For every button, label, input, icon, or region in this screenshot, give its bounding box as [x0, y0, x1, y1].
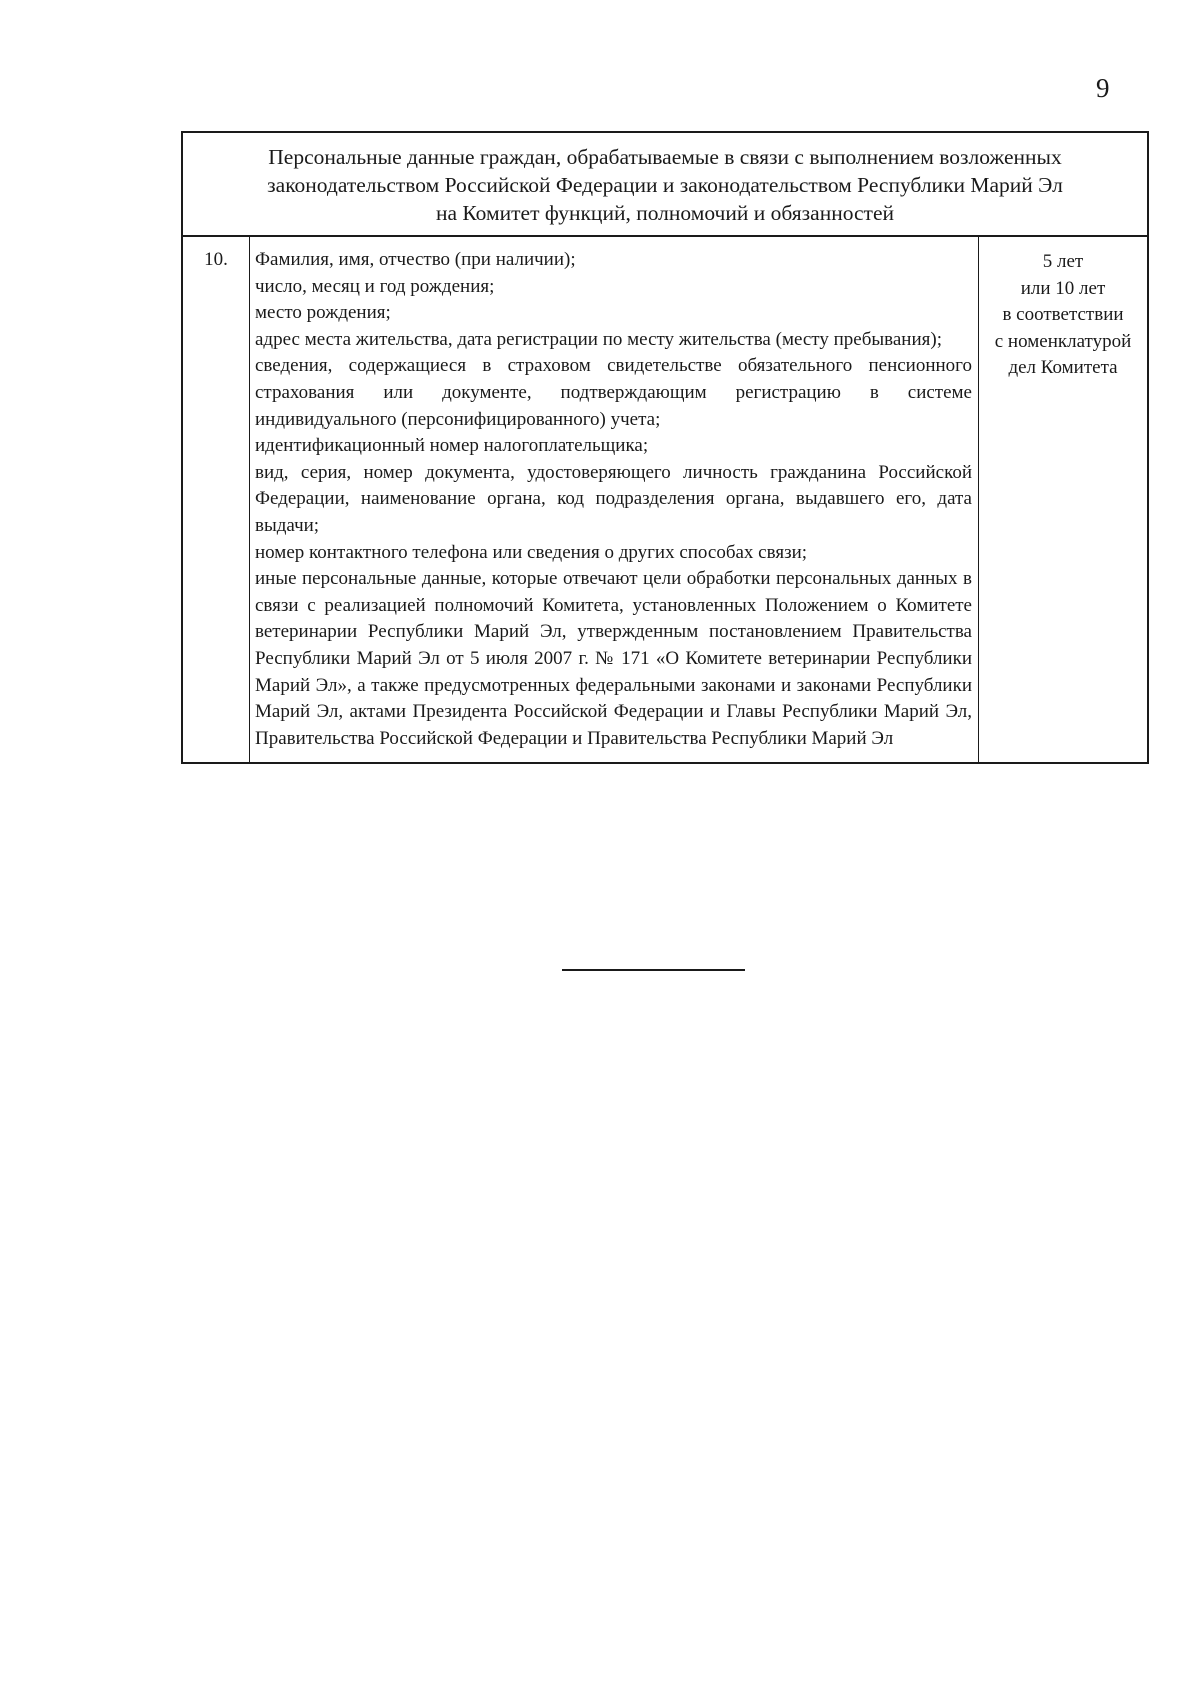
section-header-line: законодательством Российской Федерации и законодательством Республики Марий Эл	[267, 173, 1063, 197]
retention-term-line: в соответствии	[1002, 304, 1124, 326]
retention-term-line: дел Комитета	[1008, 357, 1118, 379]
retention-term-line: или 10 лет	[1020, 277, 1106, 299]
retention-term-line: 5 лет	[1042, 251, 1084, 272]
list-item: иные персональные данные, которые отвечают цели обработки персональных данных в связи с реализацией полномочий Комитета, установленных Положением о Комитете ветеринарии Республики Марий Эл, утвержденным постановлением Правительства Республики Марий Эл от 5 июля 2007 г. № 171 «О Комитете ветеринарии Республики Марий Эл», а также предусмотренных федеральными законами и законами Республики Марий Эл, актами Президента Российской Федерации и Главы Республики Марий Эл, Правительства Российской Федерации и Правительства Республики Марий Эл	[255, 568, 972, 749]
list-item: идентификационный номер налогоплательщика;	[255, 435, 649, 457]
list-item: номер контактного телефона или сведения о других способах связи;	[255, 541, 808, 563]
section-header-line: Персональные данные граждан, обрабатываемые в связи с выполнением возложенных	[268, 145, 1062, 169]
table-row	[183, 237, 1147, 762]
row-number: 10.	[183, 237, 250, 762]
data-table	[181, 131, 1149, 764]
list-item: число, месяц и год рождения;	[255, 275, 495, 297]
section-header-line: на Комитет функций, полномочий и обязанностей	[435, 201, 894, 225]
personal-data-list	[250, 237, 979, 762]
list-item: сведения, содержащиеся в страховом свидетельстве обязательного пенсионного страхования или документе, подтверждающим регистрацию в системе индивидуального (персонифицированного) учета;	[255, 355, 972, 430]
page-number: 9	[1096, 73, 1110, 103]
list-item: место рождения;	[255, 302, 391, 324]
list-item: вид, серия, номер документа, удостоверяющего личность гражданина Российской Федерации, наименование органа, код подразделения органа, выдавшего его, дата выдачи;	[255, 461, 972, 536]
list-item: Фамилия, имя, отчество (при наличии);	[255, 249, 576, 270]
section-header	[183, 133, 1147, 237]
retention-term-line: с номенклатурой	[994, 330, 1132, 352]
list-item: адрес места жительства, дата регистрации по месту жительства (месту пребывания);	[255, 328, 942, 350]
retention-term	[979, 237, 1147, 762]
end-divider	[562, 969, 745, 971]
